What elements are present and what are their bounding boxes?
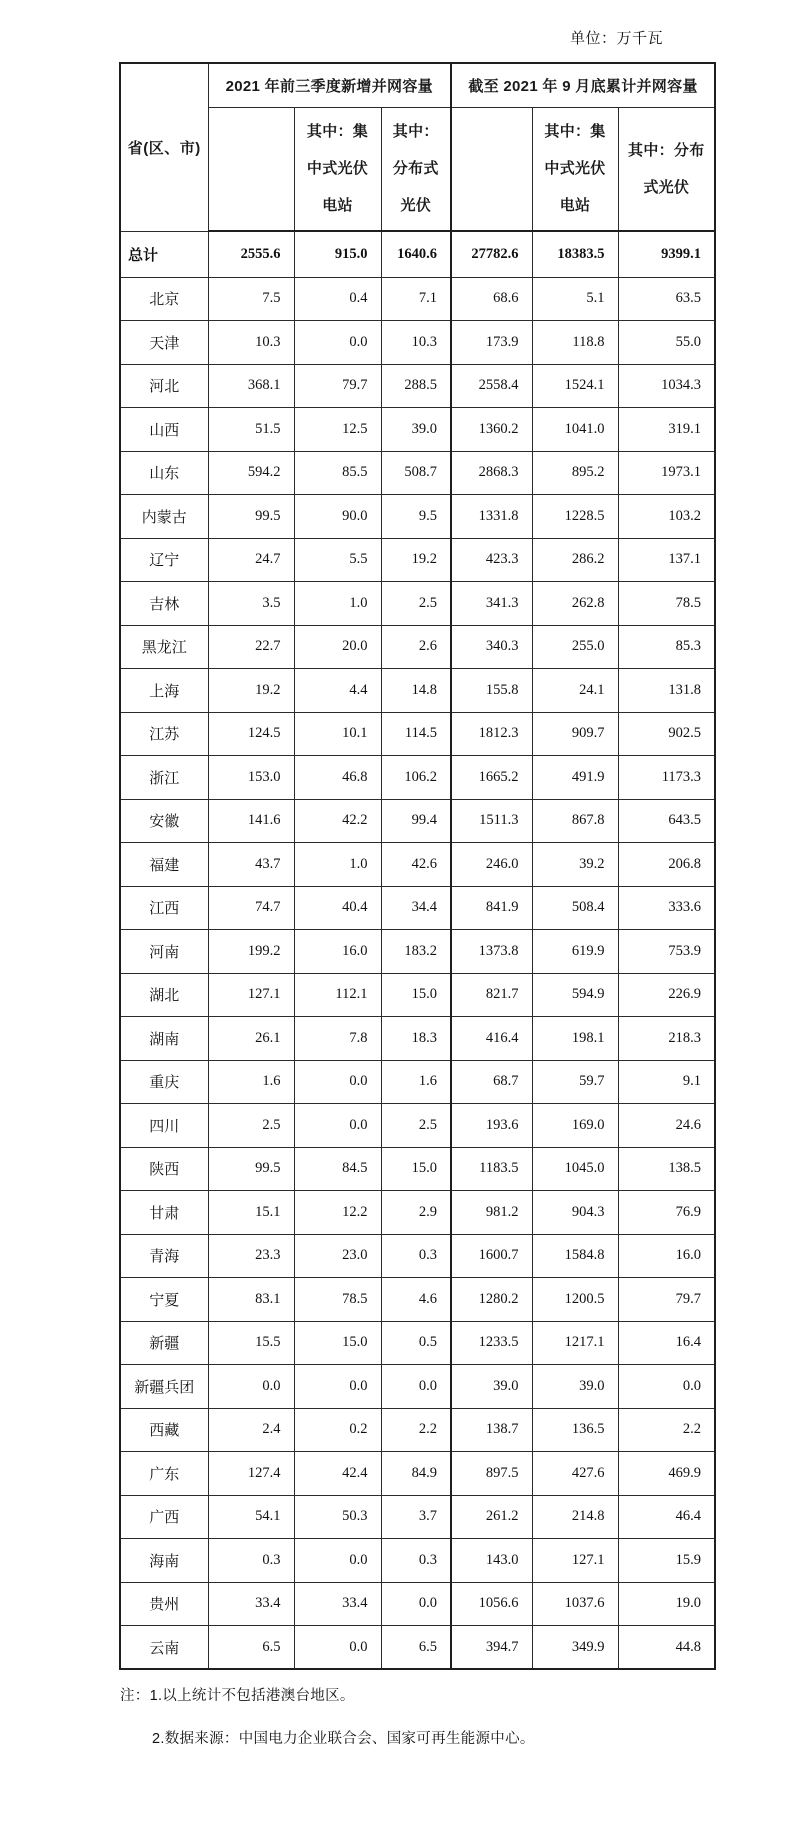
table-row [120, 495, 715, 539]
value-cell: 68.6 [451, 277, 532, 321]
value-cell: 206.8 [618, 843, 715, 887]
value-cell: 14.8 [381, 669, 451, 713]
table-row [120, 1408, 715, 1452]
table-row [120, 1234, 715, 1278]
value-cell: 2.2 [618, 1408, 715, 1452]
value-cell: 23.0 [294, 1234, 381, 1278]
value-cell: 99.5 [208, 1147, 294, 1191]
value-cell: 9.1 [618, 1060, 715, 1104]
value-cell: 90.0 [294, 495, 381, 539]
value-cell: 6.5 [381, 1626, 451, 1670]
value-cell: 2.2 [381, 1408, 451, 1452]
value-cell: 27782.6 [451, 231, 532, 277]
value-cell: 2555.6 [208, 231, 294, 277]
value-cell: 106.2 [381, 756, 451, 800]
value-cell: 33.4 [208, 1582, 294, 1626]
value-cell: 16.4 [618, 1321, 715, 1365]
table-row [120, 625, 715, 669]
region-name: 河北 [120, 364, 208, 408]
region-name: 四川 [120, 1104, 208, 1148]
value-cell: 246.0 [451, 843, 532, 887]
region-name: 湖南 [120, 1017, 208, 1061]
table-row [120, 886, 715, 930]
value-cell: 127.4 [208, 1452, 294, 1496]
value-cell: 0.0 [294, 1539, 381, 1583]
region-name: 广西 [120, 1495, 208, 1539]
value-cell: 76.9 [618, 1191, 715, 1235]
value-cell: 821.7 [451, 973, 532, 1017]
region-name: 云南 [120, 1626, 208, 1670]
value-cell: 214.8 [532, 1495, 618, 1539]
value-cell: 423.3 [451, 538, 532, 582]
value-cell: 12.2 [294, 1191, 381, 1235]
value-cell: 0.2 [294, 1408, 381, 1452]
value-cell: 0.0 [294, 1365, 381, 1409]
value-cell: 68.7 [451, 1060, 532, 1104]
table-row [120, 538, 715, 582]
value-cell: 79.7 [294, 364, 381, 408]
value-cell: 0.0 [294, 321, 381, 365]
value-cell: 173.9 [451, 321, 532, 365]
value-cell: 1045.0 [532, 1147, 618, 1191]
value-cell: 54.1 [208, 1495, 294, 1539]
value-cell: 394.7 [451, 1626, 532, 1670]
header-new-centralized: 其中：集中式光伏电站 [294, 107, 381, 231]
value-cell: 112.1 [294, 973, 381, 1017]
value-cell: 0.0 [618, 1365, 715, 1409]
value-cell: 1.0 [294, 843, 381, 887]
value-cell: 2.6 [381, 625, 451, 669]
table-row [120, 1191, 715, 1235]
region-name: 安徽 [120, 799, 208, 843]
value-cell: 1640.6 [381, 231, 451, 277]
region-name: 浙江 [120, 756, 208, 800]
region-name: 重庆 [120, 1060, 208, 1104]
value-cell: 1280.2 [451, 1278, 532, 1322]
table-body [120, 231, 715, 1669]
value-cell: 24.1 [532, 669, 618, 713]
value-cell: 138.7 [451, 1408, 532, 1452]
value-cell: 6.5 [208, 1626, 294, 1670]
value-cell: 155.8 [451, 669, 532, 713]
header-group-new-capacity: 2021 年前三季度新增并网容量 [208, 63, 451, 107]
value-cell: 1041.0 [532, 408, 618, 452]
value-cell: 40.4 [294, 886, 381, 930]
value-cell: 0.0 [381, 1365, 451, 1409]
value-cell: 118.8 [532, 321, 618, 365]
value-cell: 15.1 [208, 1191, 294, 1235]
region-name: 青海 [120, 1234, 208, 1278]
value-cell: 1200.5 [532, 1278, 618, 1322]
region-name: 海南 [120, 1539, 208, 1583]
value-cell: 39.0 [532, 1365, 618, 1409]
value-cell: 368.1 [208, 364, 294, 408]
value-cell: 99.5 [208, 495, 294, 539]
region-name: 辽宁 [120, 538, 208, 582]
value-cell: 2558.4 [451, 364, 532, 408]
region-name: 山东 [120, 451, 208, 495]
value-cell: 1.6 [381, 1060, 451, 1104]
table-row [120, 712, 715, 756]
value-cell: 78.5 [618, 582, 715, 626]
value-cell: 44.8 [618, 1626, 715, 1670]
value-cell: 10.1 [294, 712, 381, 756]
value-cell: 12.5 [294, 408, 381, 452]
value-cell: 127.1 [208, 973, 294, 1017]
value-cell: 594.9 [532, 973, 618, 1017]
value-cell: 114.5 [381, 712, 451, 756]
value-cell: 153.0 [208, 756, 294, 800]
table-row [120, 1365, 715, 1409]
value-cell: 491.9 [532, 756, 618, 800]
value-cell: 226.9 [618, 973, 715, 1017]
value-cell: 1217.1 [532, 1321, 618, 1365]
table-row [120, 1278, 715, 1322]
region-name: 宁夏 [120, 1278, 208, 1322]
region-name: 福建 [120, 843, 208, 887]
value-cell: 23.3 [208, 1234, 294, 1278]
value-cell: 19.2 [381, 538, 451, 582]
value-cell: 0.0 [294, 1626, 381, 1670]
region-name: 河南 [120, 930, 208, 974]
table-row [120, 1452, 715, 1496]
table-row [120, 973, 715, 1017]
value-cell: 981.2 [451, 1191, 532, 1235]
value-cell: 63.5 [618, 277, 715, 321]
table-header [120, 63, 715, 231]
value-cell: 84.9 [381, 1452, 451, 1496]
value-cell: 59.7 [532, 1060, 618, 1104]
value-cell: 1584.8 [532, 1234, 618, 1278]
table-row [120, 451, 715, 495]
value-cell: 10.3 [381, 321, 451, 365]
value-cell: 218.3 [618, 1017, 715, 1061]
value-cell: 902.5 [618, 712, 715, 756]
value-cell: 286.2 [532, 538, 618, 582]
value-cell: 753.9 [618, 930, 715, 974]
value-cell: 20.0 [294, 625, 381, 669]
value-cell: 183.2 [381, 930, 451, 974]
value-cell: 0.0 [381, 1582, 451, 1626]
table-row [120, 1495, 715, 1539]
value-cell: 897.5 [451, 1452, 532, 1496]
unit-label: 单位：万千瓦 [569, 30, 663, 47]
table-row [120, 364, 715, 408]
value-cell: 2868.3 [451, 451, 532, 495]
value-cell: 78.5 [294, 1278, 381, 1322]
value-cell: 141.6 [208, 799, 294, 843]
value-cell: 0.3 [381, 1234, 451, 1278]
value-cell: 594.2 [208, 451, 294, 495]
value-cell: 50.3 [294, 1495, 381, 1539]
value-cell: 7.8 [294, 1017, 381, 1061]
value-cell: 46.8 [294, 756, 381, 800]
value-cell: 1812.3 [451, 712, 532, 756]
value-cell: 85.3 [618, 625, 715, 669]
value-cell: 841.9 [451, 886, 532, 930]
value-cell: 867.8 [532, 799, 618, 843]
value-cell: 34.4 [381, 886, 451, 930]
value-cell: 1373.8 [451, 930, 532, 974]
value-cell: 18.3 [381, 1017, 451, 1061]
header-row-subcolumns [120, 107, 715, 231]
header-row-groups [120, 63, 715, 107]
value-cell: 427.6 [532, 1452, 618, 1496]
region-name: 山西 [120, 408, 208, 452]
table-row [120, 1017, 715, 1061]
value-cell: 137.1 [618, 538, 715, 582]
value-cell: 261.2 [451, 1495, 532, 1539]
value-cell: 0.3 [208, 1539, 294, 1583]
value-cell: 15.0 [381, 1147, 451, 1191]
value-cell: 18383.5 [532, 231, 618, 277]
value-cell: 169.0 [532, 1104, 618, 1148]
value-cell: 16.0 [618, 1234, 715, 1278]
value-cell: 909.7 [532, 712, 618, 756]
value-cell: 4.6 [381, 1278, 451, 1322]
value-cell: 131.8 [618, 669, 715, 713]
value-cell: 1056.6 [451, 1582, 532, 1626]
value-cell: 288.5 [381, 364, 451, 408]
value-cell: 469.9 [618, 1452, 715, 1496]
value-cell: 24.7 [208, 538, 294, 582]
value-cell: 1.6 [208, 1060, 294, 1104]
value-cell: 1233.5 [451, 1321, 532, 1365]
value-cell: 143.0 [451, 1539, 532, 1583]
region-name: 甘肃 [120, 1191, 208, 1235]
value-cell: 42.2 [294, 799, 381, 843]
table-row [120, 408, 715, 452]
value-cell: 15.9 [618, 1539, 715, 1583]
value-cell: 46.4 [618, 1495, 715, 1539]
value-cell: 349.9 [532, 1626, 618, 1670]
header-cumulative-total [451, 107, 532, 231]
capacity-table [119, 62, 716, 1670]
value-cell: 84.5 [294, 1147, 381, 1191]
value-cell: 15.5 [208, 1321, 294, 1365]
value-cell: 7.5 [208, 277, 294, 321]
value-cell: 136.5 [532, 1408, 618, 1452]
region-name: 江西 [120, 886, 208, 930]
value-cell: 2.5 [208, 1104, 294, 1148]
value-cell: 198.1 [532, 1017, 618, 1061]
region-name: 陕西 [120, 1147, 208, 1191]
region-name: 内蒙古 [120, 495, 208, 539]
value-cell: 16.0 [294, 930, 381, 974]
value-cell: 255.0 [532, 625, 618, 669]
value-cell: 55.0 [618, 321, 715, 365]
region-name: 黑龙江 [120, 625, 208, 669]
value-cell: 9399.1 [618, 231, 715, 277]
header-group-cumulative-capacity: 截至 2021 年 9 月底累计并网容量 [451, 63, 715, 107]
value-cell: 26.1 [208, 1017, 294, 1061]
note-2: 2.数据来源：中国电力企业联合会、国家可再生能源中心。 [152, 1731, 535, 1747]
header-new-distributed: 其中：分布式光伏 [381, 107, 451, 231]
value-cell: 333.6 [618, 886, 715, 930]
value-cell: 103.2 [618, 495, 715, 539]
value-cell: 1665.2 [451, 756, 532, 800]
value-cell: 1524.1 [532, 364, 618, 408]
value-cell: 0.0 [208, 1365, 294, 1409]
value-cell: 915.0 [294, 231, 381, 277]
value-cell: 5.5 [294, 538, 381, 582]
value-cell: 319.1 [618, 408, 715, 452]
value-cell: 19.2 [208, 669, 294, 713]
region-name: 新疆兵团 [120, 1365, 208, 1409]
value-cell: 5.1 [532, 277, 618, 321]
value-cell: 340.3 [451, 625, 532, 669]
value-cell: 1.0 [294, 582, 381, 626]
region-name: 湖北 [120, 973, 208, 1017]
value-cell: 51.5 [208, 408, 294, 452]
value-cell: 2.5 [381, 1104, 451, 1148]
value-cell: 508.7 [381, 451, 451, 495]
value-cell: 1331.8 [451, 495, 532, 539]
value-cell: 1511.3 [451, 799, 532, 843]
value-cell: 341.3 [451, 582, 532, 626]
value-cell: 83.1 [208, 1278, 294, 1322]
table-row [120, 1321, 715, 1365]
table-row [120, 582, 715, 626]
value-cell: 85.5 [294, 451, 381, 495]
region-name: 吉林 [120, 582, 208, 626]
value-cell: 42.4 [294, 1452, 381, 1496]
region-name: 贵州 [120, 1582, 208, 1626]
value-cell: 0.4 [294, 277, 381, 321]
header-new-total [208, 107, 294, 231]
value-cell: 1183.5 [451, 1147, 532, 1191]
value-cell: 619.9 [532, 930, 618, 974]
value-cell: 33.4 [294, 1582, 381, 1626]
value-cell: 508.4 [532, 886, 618, 930]
table-row [120, 930, 715, 974]
value-cell: 262.8 [532, 582, 618, 626]
value-cell: 19.0 [618, 1582, 715, 1626]
region-name: 上海 [120, 669, 208, 713]
value-cell: 39.0 [381, 408, 451, 452]
header-province: 省(区、市) [120, 63, 208, 231]
value-cell: 99.4 [381, 799, 451, 843]
table-row [120, 799, 715, 843]
value-cell: 74.7 [208, 886, 294, 930]
table-row [120, 669, 715, 713]
region-name: 北京 [120, 277, 208, 321]
table-row [120, 231, 715, 277]
value-cell: 3.7 [381, 1495, 451, 1539]
header-cumulative-distributed: 其中：分布式光伏 [618, 107, 715, 231]
table-row [120, 756, 715, 800]
region-name: 广东 [120, 1452, 208, 1496]
table-row [120, 843, 715, 887]
note-1: 注：1.以上统计不包括港澳台地区。 [120, 1688, 355, 1704]
value-cell: 79.7 [618, 1278, 715, 1322]
value-cell: 895.2 [532, 451, 618, 495]
value-cell: 3.5 [208, 582, 294, 626]
value-cell: 1360.2 [451, 408, 532, 452]
value-cell: 39.0 [451, 1365, 532, 1409]
value-cell: 904.3 [532, 1191, 618, 1235]
value-cell: 138.5 [618, 1147, 715, 1191]
value-cell: 42.6 [381, 843, 451, 887]
value-cell: 9.5 [381, 495, 451, 539]
value-cell: 124.5 [208, 712, 294, 756]
region-name: 江苏 [120, 712, 208, 756]
value-cell: 22.7 [208, 625, 294, 669]
value-cell: 1600.7 [451, 1234, 532, 1278]
value-cell: 1173.3 [618, 756, 715, 800]
value-cell: 0.0 [294, 1060, 381, 1104]
value-cell: 199.2 [208, 930, 294, 974]
region-name: 天津 [120, 321, 208, 365]
value-cell: 2.9 [381, 1191, 451, 1235]
value-cell: 4.4 [294, 669, 381, 713]
value-cell: 193.6 [451, 1104, 532, 1148]
table-row [120, 277, 715, 321]
value-cell: 15.0 [381, 973, 451, 1017]
region-name: 新疆 [120, 1321, 208, 1365]
value-cell: 1034.3 [618, 364, 715, 408]
value-cell: 0.5 [381, 1321, 451, 1365]
value-cell: 1037.6 [532, 1582, 618, 1626]
value-cell: 1973.1 [618, 451, 715, 495]
table-row [120, 1060, 715, 1104]
value-cell: 39.2 [532, 843, 618, 887]
table-row [120, 1582, 715, 1626]
value-cell: 10.3 [208, 321, 294, 365]
table-row [120, 321, 715, 365]
value-cell: 416.4 [451, 1017, 532, 1061]
region-name: 总计 [120, 231, 208, 277]
value-cell: 2.4 [208, 1408, 294, 1452]
header-cumulative-centralized: 其中：集中式光伏电站 [532, 107, 618, 231]
value-cell: 15.0 [294, 1321, 381, 1365]
value-cell: 2.5 [381, 582, 451, 626]
table-row [120, 1104, 715, 1148]
value-cell: 7.1 [381, 277, 451, 321]
value-cell: 127.1 [532, 1539, 618, 1583]
table-row [120, 1539, 715, 1583]
value-cell: 24.6 [618, 1104, 715, 1148]
region-name: 西藏 [120, 1408, 208, 1452]
value-cell: 43.7 [208, 843, 294, 887]
table-row [120, 1626, 715, 1670]
value-cell: 643.5 [618, 799, 715, 843]
value-cell: 1228.5 [532, 495, 618, 539]
table-row [120, 1147, 715, 1191]
value-cell: 0.3 [381, 1539, 451, 1583]
value-cell: 0.0 [294, 1104, 381, 1148]
